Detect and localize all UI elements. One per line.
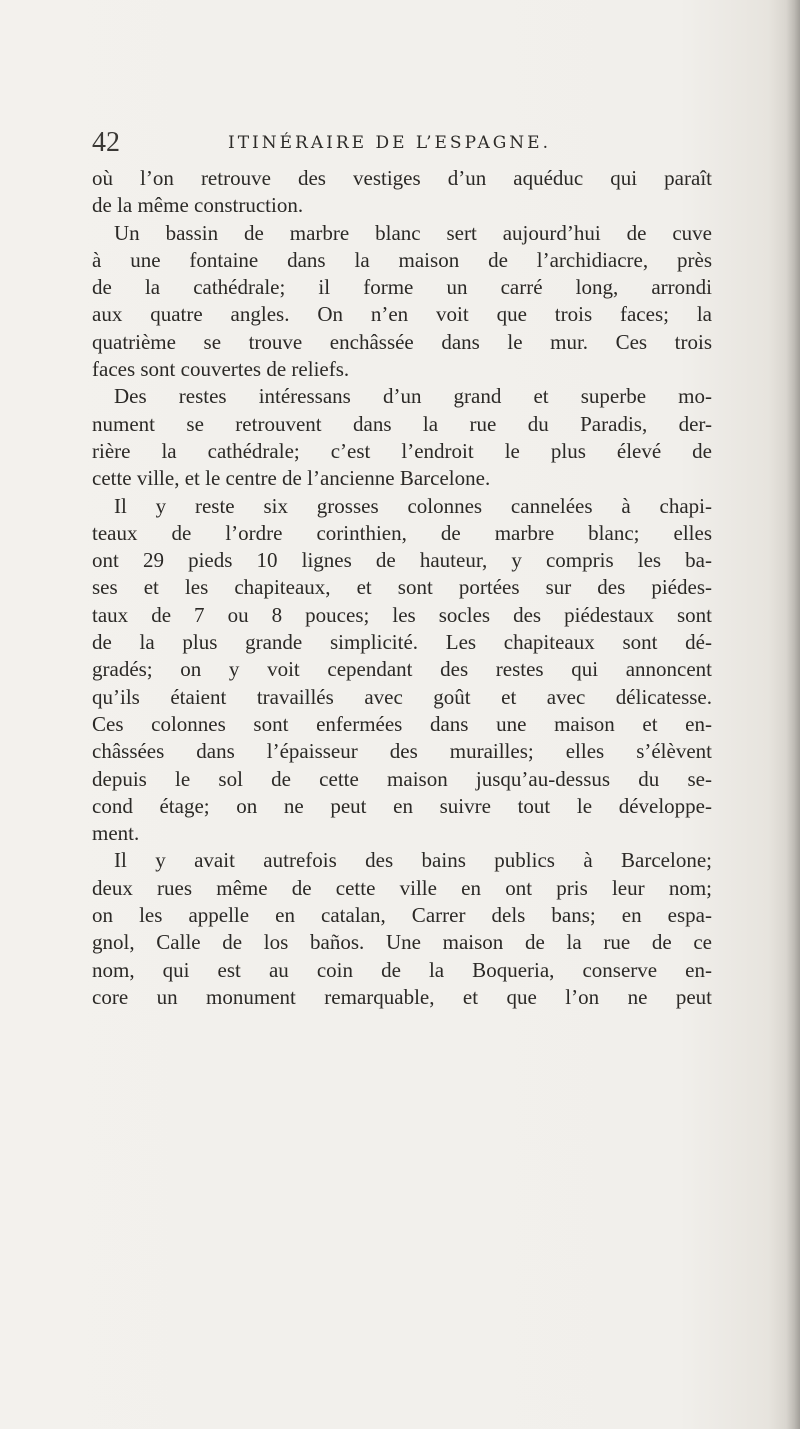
text-line: quatrième se trouve enchâssée dans le mur. Ces trois <box>92 329 712 354</box>
text-line: à une fontaine dans la maison de l’archidiacre, près <box>92 247 712 272</box>
text-line: de la même construction. <box>92 193 304 218</box>
text-line: cond étage; on ne peut en suivre tout le développe- <box>92 793 712 818</box>
page-number: 42 <box>92 127 120 158</box>
text-line: ont 29 pieds 10 lignes de hauteur, y compris les ba- <box>92 548 712 573</box>
text-line: taux de 7 ou 8 pouces; les socles des piédestaux sont <box>92 602 712 627</box>
text-line: core un monument remarquable, et que l’on ne peut <box>92 984 712 1009</box>
text-line: on les appelle en catalan, Carrer dels bans; en espa- <box>92 903 712 928</box>
text-line: Des restes intéressans d’un grand et superbe mo- <box>114 384 712 409</box>
text-line: gnol, Calle de los baños. Une maison de la rue de ce <box>92 930 712 955</box>
text-line: de la plus grande simplicité. Les chapiteaux sont dé- <box>92 630 712 655</box>
text-line: Il y reste six grosses colonnes cannelées à chapi- <box>114 493 712 518</box>
text-line: teaux de l’ordre corinthien, de marbre blanc; elles <box>92 520 712 545</box>
text-line: depuis le sol de cette maison jusqu’au-dessus du se- <box>92 766 712 791</box>
body-text <box>92 165 712 1011</box>
text-line: Il y avait autrefois des bains publics à Barcelone; <box>114 848 712 873</box>
running-title: ITINÉRAIRE DE L’ESPAGNE. <box>228 133 551 153</box>
text-line: Un bassin de marbre blanc sert aujourd’hui de cuve <box>114 220 712 245</box>
text-line: châssées dans l’épaisseur des murailles; elles s’élèvent <box>92 739 712 764</box>
text-line: deux rues même de cette ville en ont pris leur nom; <box>92 875 712 900</box>
text-line: cette ville, et le centre de l’ancienne Barcelone. <box>92 466 491 491</box>
text-line: ses et les chapiteaux, et sont portées sur des piédes- <box>92 575 712 600</box>
text-line: de la cathédrale; il forme un carré long, arrondi <box>92 275 712 300</box>
text-line: qu’ils étaient travaillés avec goût et avec délicatesse. <box>92 684 712 709</box>
page-edge-shadow <box>786 0 800 1429</box>
text-line: nument se retrouvent dans la rue du Paradis, der- <box>92 411 712 436</box>
text-line: ment. <box>92 821 140 846</box>
text-line: rière la cathédrale; c’est l’endroit le plus élevé de <box>92 438 712 463</box>
text-line: Ces colonnes sont enfermées dans une maison et en- <box>92 711 712 736</box>
text-line: faces sont couvertes de reliefs. <box>92 357 350 382</box>
text-line: nom, qui est au coin de la Boqueria, conserve en- <box>92 957 712 982</box>
text-line: aux quatre angles. On n’en voit que trois faces; la <box>92 302 712 327</box>
text-line: où l’on retrouve des vestiges d’un aquéduc qui paraît <box>92 166 712 190</box>
text-line: gradés; on y voit cependant des restes qui annoncent <box>92 657 712 682</box>
